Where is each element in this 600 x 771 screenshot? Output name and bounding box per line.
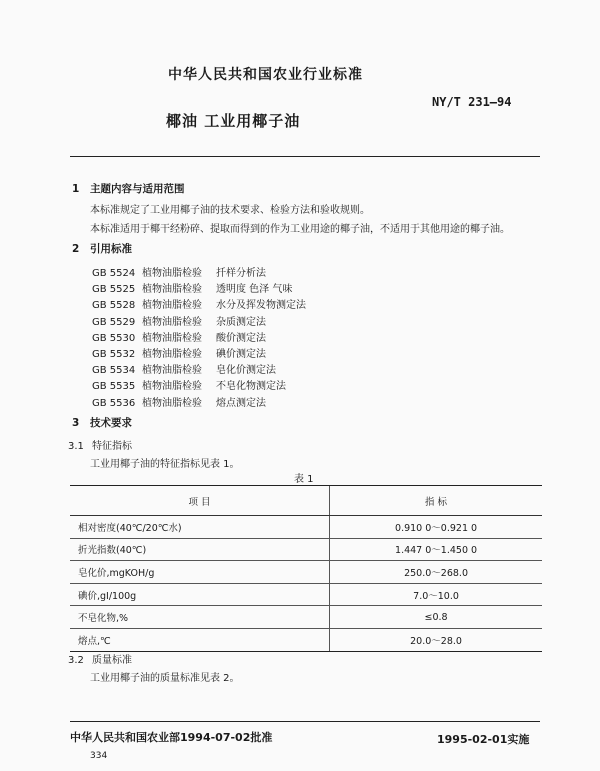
table-cell-item: 折光指数(40℃) <box>70 538 330 561</box>
table-cell-item: 碘价,gI/100g <box>70 583 330 606</box>
reference-item <box>92 329 266 344</box>
subsection-3-2-number: 3.2 <box>68 655 84 666</box>
reference-code: GB 5536 <box>92 397 136 409</box>
subsection-3-2-title: 质量标准 <box>92 655 132 666</box>
reference-cat: 植物油脂检验 <box>142 332 202 344</box>
section-3-heading <box>72 415 132 430</box>
issuing-body: 中华人民共和国农业行业标准 <box>168 67 363 83</box>
reference-code: GB 5529 <box>92 316 136 328</box>
table-cell-item: 熔点,℃ <box>70 628 330 651</box>
reference-cat: 植物油脂检验 <box>142 316 202 328</box>
table-cell-value: ≤0.8 <box>330 606 542 629</box>
table-row <box>70 561 542 584</box>
reference-code: GB 5534 <box>92 365 136 377</box>
header-rule <box>70 156 540 157</box>
section-2-number: 2 <box>72 243 80 255</box>
reference-cat: 植物油脂检验 <box>142 381 202 393</box>
reference-name: 水分及挥发物测定法 <box>216 300 306 312</box>
reference-item <box>92 377 286 392</box>
reference-code: GB 5524 <box>92 268 136 279</box>
reference-cat: 植物油脂检验 <box>142 397 202 409</box>
approval-statement: 中华人民共和国农业部1994-07-02批准 <box>70 731 273 744</box>
reference-item <box>92 296 306 311</box>
table-header-item: 项 目 <box>70 486 330 516</box>
section-1-paragraph-1: 本标准规定了工业用椰子油的技术要求、检验方法和验收规则。 <box>90 205 370 216</box>
table-cell-value: 20.0～28.0 <box>330 628 542 651</box>
reference-code: GB 5532 <box>92 349 136 360</box>
section-2-heading <box>72 241 132 256</box>
reference-item <box>92 280 292 295</box>
subsection-3-1-title: 特征指标 <box>92 441 132 452</box>
reference-cat: 植物油脂检验 <box>142 268 202 279</box>
document-title: 椰油 工业用椰子油 <box>166 112 301 130</box>
reference-item <box>92 345 266 360</box>
reference-cat: 植物油脂检验 <box>142 349 202 360</box>
reference-cat: 植物油脂检验 <box>142 284 202 296</box>
reference-name: 扦样分析法 <box>216 268 266 279</box>
table-cell-value: 250.0～268.0 <box>330 561 542 584</box>
table-row <box>70 538 542 561</box>
reference-code: GB 5535 <box>92 381 136 393</box>
standard-code: NY/T 231—94 <box>432 95 512 109</box>
reference-code: GB 5525 <box>92 284 136 296</box>
section-1-number: 1 <box>72 183 80 195</box>
section-1-paragraph-2: 本标准适用于椰干经粉碎、提取而得到的作为工业用途的椰子油，不适用于其他用途的椰子油。 <box>90 224 510 235</box>
reference-name: 不皂化物测定法 <box>216 381 286 393</box>
section-2-title: 引用标准 <box>90 243 132 255</box>
reference-name: 皂化价测定法 <box>216 365 276 377</box>
section-1-title: 主题内容与适用范围 <box>90 183 185 195</box>
reference-item <box>92 394 266 409</box>
reference-code: GB 5528 <box>92 300 136 312</box>
subsection-3-2-heading <box>68 651 132 666</box>
table-1-caption: 表 1 <box>294 474 314 485</box>
subsection-3-1-number: 3.1 <box>68 441 84 452</box>
table-cell-value: 7.0～10.0 <box>330 583 542 606</box>
reference-name: 杂质测定法 <box>216 316 266 328</box>
reference-name: 碘价测定法 <box>216 349 266 360</box>
reference-code: GB 5530 <box>92 332 136 344</box>
table-row <box>70 606 542 629</box>
reference-cat: 植物油脂检验 <box>142 300 202 312</box>
page-number: 334 <box>90 751 108 761</box>
reference-name: 酸价测定法 <box>216 332 266 344</box>
section-3-number: 3 <box>72 417 80 429</box>
table-header-row <box>70 486 542 516</box>
section-1-heading <box>72 181 185 196</box>
table-row <box>70 583 542 606</box>
footer-rule <box>70 721 540 722</box>
table-cell-value: 1.447 0～1.450 0 <box>330 538 542 561</box>
reference-cat: 植物油脂检验 <box>142 365 202 377</box>
section-3-title: 技术要求 <box>90 417 132 429</box>
subsection-3-1-text: 工业用椰子油的特征指标见表 1。 <box>90 459 240 470</box>
table-cell-item: 相对密度(40℃/20℃水) <box>70 516 330 539</box>
subsection-3-1-heading <box>68 437 132 452</box>
characteristics-table <box>70 485 542 652</box>
table-cell-item: 不皂化物,% <box>70 606 330 629</box>
table-row <box>70 516 542 539</box>
reference-item <box>92 313 266 328</box>
table-header-index: 指 标 <box>330 486 542 516</box>
effective-date: 1995-02-01实施 <box>437 733 530 746</box>
subsection-3-2-text: 工业用椰子油的质量标准见表 2。 <box>90 673 240 684</box>
table-cell-item: 皂化价,mgKOH/g <box>70 561 330 584</box>
table-cell-value: 0.910 0～0.921 0 <box>330 516 542 539</box>
reference-name: 熔点测定法 <box>216 397 266 409</box>
table-row <box>70 628 542 651</box>
reference-item <box>92 264 266 279</box>
reference-item <box>92 361 276 376</box>
reference-name: 透明度 色泽 气味 <box>216 284 293 296</box>
